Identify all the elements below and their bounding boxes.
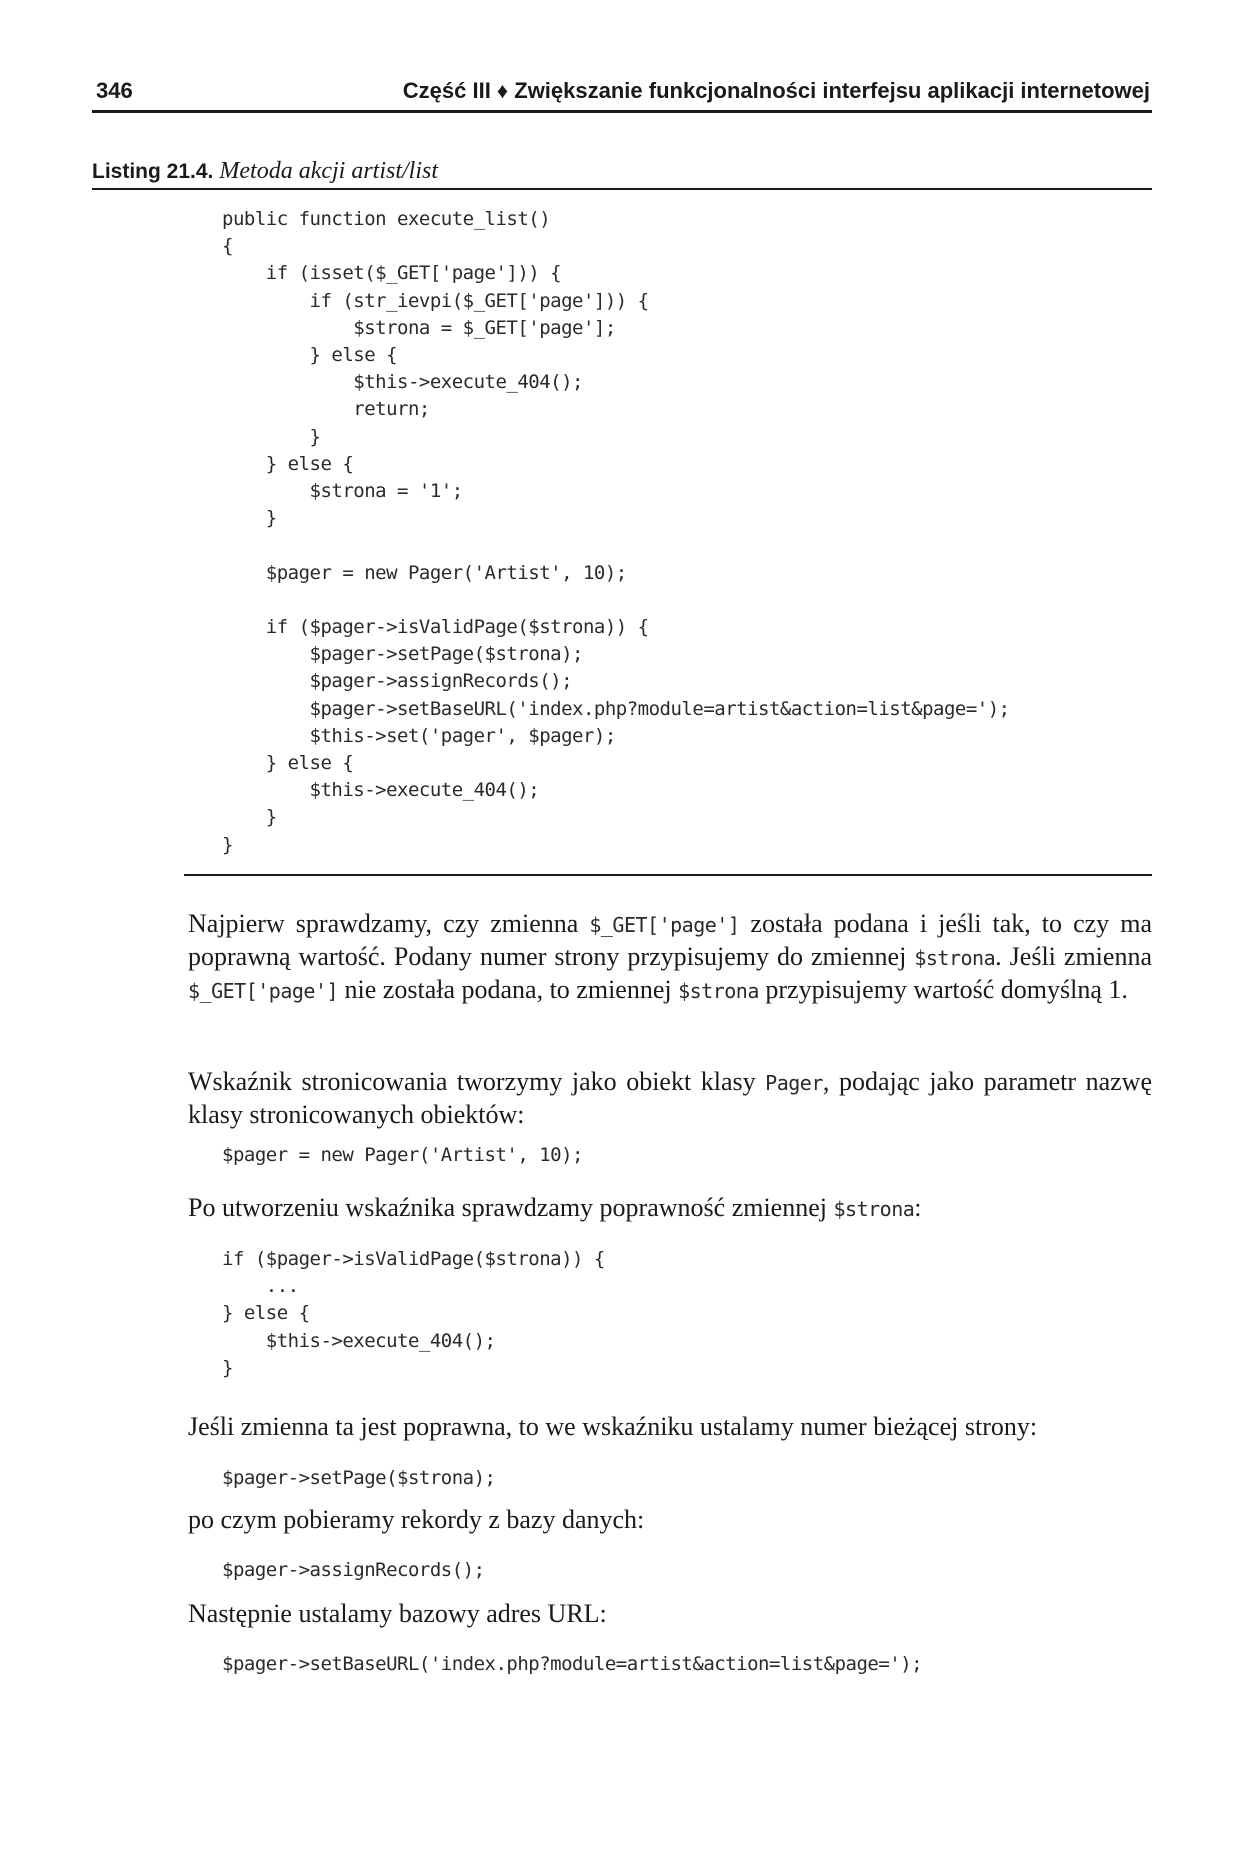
text: Po utworzeniu wskaźnika sprawdzamy poprawność zmiennej — [188, 1193, 834, 1222]
page-number: 346 — [96, 78, 133, 103]
running-header — [92, 76, 1152, 113]
listing-end-rule — [184, 874, 1152, 876]
code-example-validation: if ($pager->isValidPage($strona)) { ... } else { $this->execute_404(); } — [222, 1248, 605, 1379]
inline-code: $strona — [833, 1197, 915, 1221]
listing-label: Listing 21.4. — [92, 160, 214, 183]
paragraph-1 — [188, 908, 1152, 1007]
inline-code: $strona — [678, 979, 759, 1003]
code-example-pager: $pager = new Pager('Artist', 10); — [222, 1144, 583, 1166]
text: Wskaźnik stronicowania tworzymy jako obiekt klasy — [188, 1067, 766, 1096]
inline-code: $_GET['page'] — [188, 979, 339, 1003]
paragraph-5: po czym pobieramy rekordy z bazy danych: — [188, 1505, 645, 1534]
listing-caption — [92, 158, 1152, 190]
paragraph-2 — [188, 1066, 1152, 1130]
paragraph-6: Następnie ustalamy bazowy adres URL: — [188, 1599, 607, 1628]
text: przypisujemy wartość domyślną 1. — [758, 975, 1128, 1004]
text: Najpierw sprawdzamy, czy zmienna — [188, 909, 590, 938]
listing-title: Metoda akcji artist/list — [219, 158, 439, 184]
listing-code: public function execute_list() { if (isset($_GET['page'])) { if (str_ievpi($_GET['page'])) { $strona = $_GET['page']; } else { $this->execute_404(); return; } } else { $strona = '1'; } $pager = new Pager('Artist', 10); if ($pager->isValidPage($strona)) { $pager->setPage($strona); $pager->assignRecords(); $pager->setBaseURL('index.php?module=artist&action=list&page='); $this->set('pager', $pager); } else { $this->execute_404(); } } — [222, 208, 1010, 856]
code-example-setpage: $pager->setPage($strona); — [222, 1467, 496, 1489]
inline-code: Pager — [765, 1071, 823, 1095]
code-example-assignrecords: $pager->assignRecords(); — [222, 1559, 485, 1581]
text: , podając jako parametr nazwę klasy stronicowanych obiektów: — [188, 1067, 1152, 1129]
paragraph-3 — [188, 1192, 1152, 1225]
text: : — [914, 1193, 922, 1222]
text: nie została podana, to zmiennej — [338, 975, 679, 1004]
inline-code: $strona — [914, 946, 996, 970]
text: została podana i jeśli tak, to czy ma poprawną wartość. Podany numer strony przypisujemy do zmiennej — [188, 909, 1152, 971]
paragraph-4: Jeśli zmienna ta jest poprawna, to we wskaźniku ustalamy numer bieżącej strony: — [188, 1412, 1038, 1441]
code-example-setbaseurl: $pager->setBaseURL('index.php?module=artist&action=list&page='); — [222, 1653, 923, 1675]
running-title: Część III ♦ Zwiększanie funkcjonalności interfejsu aplikacji internetowej — [402, 78, 1150, 103]
inline-code: $_GET['page'] — [589, 913, 740, 937]
text: . Jeśli zmienna — [995, 942, 1152, 971]
